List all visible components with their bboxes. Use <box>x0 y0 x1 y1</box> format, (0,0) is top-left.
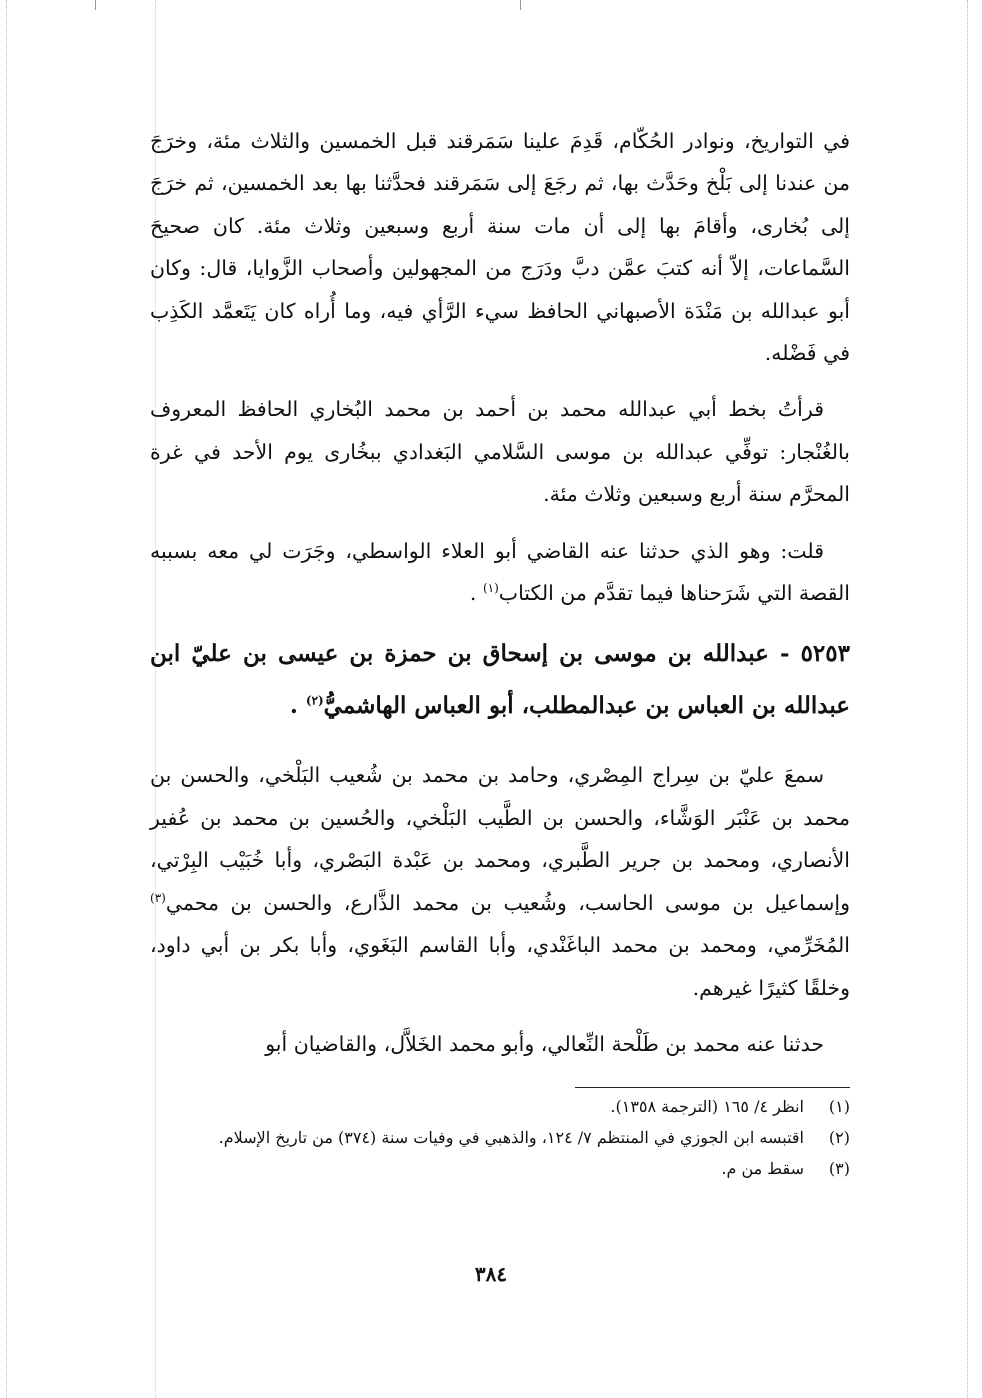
footnote <box>150 1092 850 1121</box>
scan-edge-left <box>6 0 7 1398</box>
entry-paragraph: حدثنا عنه محمد بن طَلْحة النِّعالي، وأبو محمد الخَلاَّل، والقاضيان أبو <box>265 1031 824 1056</box>
body-paragraph: قرأتُ بخط أبي عبدالله محمد بن أحمد بن محمد البُخاري الحافظ المعروف بالغُنْجار: توفِّي عبدالله بن موسى السَّلامي البَغدادي ببخُارى يوم الأحد في غرة المحرَّم سنة أربع وسبعين وثلاث مئة. <box>150 397 850 507</box>
footnotes <box>150 1092 850 1183</box>
footnote-number: (٣) <box>828 1159 850 1179</box>
author-note-paragraph <box>150 530 850 615</box>
entry-heading <box>150 628 850 732</box>
scan-edge-right <box>967 0 968 1398</box>
footnote-ref: (١) <box>482 581 499 596</box>
entry-end: . <box>289 692 306 720</box>
entry-text: المُخَرِّمي، ومحمد بن محمد الباغَنْدي، وأبا القاسم البَغَوي، وأبا بكر بن أبي داود، وخلقًا كثيرًا غيرهم. <box>150 933 850 1000</box>
footnote-ref: (٣) <box>150 890 166 905</box>
scan-tick-mark <box>520 0 521 10</box>
entry-name: عبدالله بن موسى بن إسحاق بن حمزة بن عيسى بن عليّ ابن عبدالله بن العباس بن عبدالمطلب، أبو العباس الهاشميُّ <box>150 640 850 720</box>
footnote-divider <box>575 1087 850 1088</box>
entry-number: ٥٢٥٣ <box>800 640 850 668</box>
footnote-number: (٢) <box>828 1128 850 1148</box>
footnote-text: انظر ٤/ ١٦٥ (الترجمة ١٣٥٨). <box>610 1097 804 1117</box>
entry-paragraph <box>150 754 850 1008</box>
entry-dash: - <box>768 640 801 668</box>
footnote <box>150 1123 850 1152</box>
note-end: . <box>469 581 483 606</box>
footnote-ref: (٢) <box>305 693 324 708</box>
footnote <box>150 1154 850 1183</box>
footnote-number: (١) <box>828 1097 850 1117</box>
footnote-text: اقتبسه ابن الجوزي في المنتظم ٧/ ١٢٤، والذهبي في وفيات سنة (٣٧٤) من تاريخ الإسلام. <box>218 1128 804 1148</box>
footnote-text: سقط من م. <box>721 1159 804 1179</box>
page-number: ٣٨٤ <box>474 1262 508 1286</box>
entry-text: سمعَ عليّ بن سِراج المِصْري، وحامد بن محمد بن شُعيب البَلْخي، والحسن بن محمد بن عَنْبَر الوَشَّاء، والحسن بن الطَّيب البَلْخي، والحُسين بن محمد بن عُفير الأنصاري، ومحمد بن جرير الطَّبري، ومحمد بن عَبْدة البَصْري، وأبا خُبَيْب البِرْتي، وإسماعيل بن موسى الحاسب، وشُعيب بن محمد الذَّارع، والحسن بن محمي <box>150 763 850 915</box>
page-content <box>150 120 850 1185</box>
note-text: قلت: وهو الذي حدثنا عنه القاضي أبو العلاء الواسطي، وجَرَت لي معه بسببه القصة التي شَرَحناها فيما تقدَّم من الكتاب <box>150 538 850 606</box>
body-paragraph: في التواريخ، ونوادر الحُكّام، قَدِمَ علينا سَمَرقند قبل الخمسين والثلاث مئة، وخرَجَ من عندنا إلى بَلْخ وحَدَّث بها، ثم رجَعَ إلى سَمَرقند فحدَّثنا بها بعد الخمسين، ثم خرَجَ إلى بُخارى، وأقامَ بها إلى أن مات سنة أربع وسبعين وثلاث مئة. كان صحيحَ السَّماعات، إلاّ أنه كتبَ عمَّن دبَّ ودَرَج من المجهولين وأصحاب الزَّوايا، قال: وكان أبو عبدالله بن مَنْدَة الأصبهاني الحافظ سيء الرَّأي فيه، وما أُراه كان يَتَعمَّد الكَذِب في فَضْله. <box>150 129 850 366</box>
scan-tick-mark <box>95 0 96 10</box>
